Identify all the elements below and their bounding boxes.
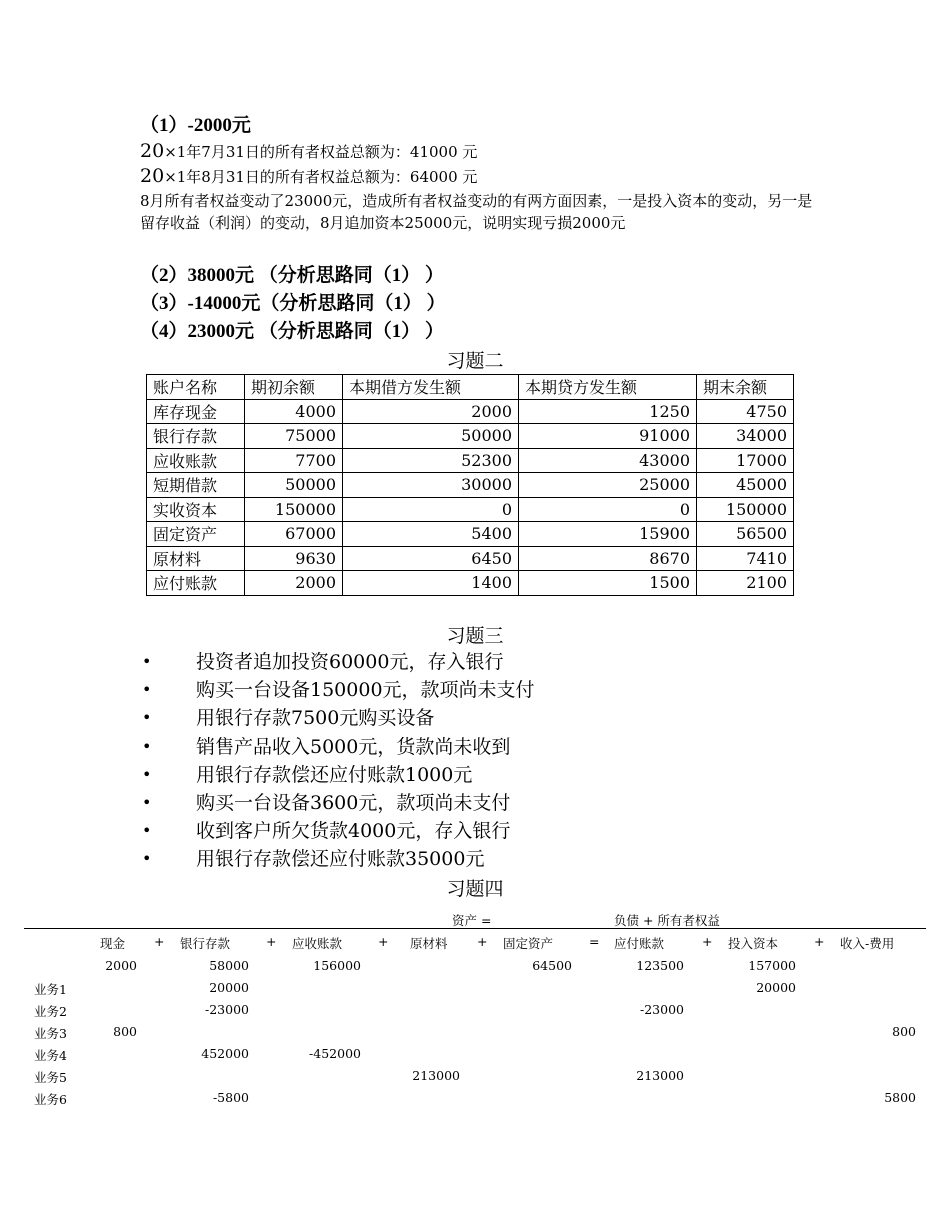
amount-cell: 1400: [343, 571, 519, 596]
table-row: [147, 424, 794, 449]
header-rule: [24, 928, 926, 929]
account-name: 短期借款: [147, 473, 245, 498]
operator-sign: +: [702, 934, 713, 949]
table-row: [147, 473, 794, 498]
column-header: 本期借方发生额: [343, 375, 519, 400]
equation-right: 负债 + 所有者权益: [614, 913, 720, 928]
amount-cell: 67000: [245, 522, 343, 547]
amount-cell: -23000: [205, 1002, 249, 1017]
amount-cell: 20000: [209, 980, 249, 995]
list-item: [140, 817, 535, 845]
amount-cell: 7700: [245, 448, 343, 473]
amount-cell: 9630: [245, 546, 343, 571]
operator-sign: =: [589, 934, 600, 949]
amount-cell: -23000: [640, 1002, 684, 1017]
opening-balance: 157000: [748, 958, 796, 973]
amount-cell: 2100: [697, 571, 794, 596]
answer-1: （1）-2000元: [140, 115, 251, 136]
transaction-list: [140, 648, 535, 874]
transaction-label: 业务4: [34, 1048, 67, 1063]
transaction-label: 业务1: [34, 982, 67, 997]
exercise-3-title: 习题三: [446, 625, 504, 647]
amount-cell: 0: [343, 497, 519, 522]
list-item: [140, 845, 535, 873]
amount-cell: 45000: [697, 473, 794, 498]
bullet-icon: •: [142, 652, 152, 671]
opening-balance: 64500: [532, 958, 572, 973]
amount-cell: 75000: [245, 424, 343, 449]
amount-cell: 43000: [519, 448, 697, 473]
column-header: 应付账款: [614, 936, 665, 951]
account-name: 固定资产: [147, 522, 245, 547]
amount-cell: 150000: [245, 497, 343, 522]
amount-cell: 5800: [884, 1090, 916, 1105]
amount-cell: 800: [113, 1024, 137, 1039]
opening-balance: 2000: [105, 958, 137, 973]
amount-cell: 0: [519, 497, 697, 522]
bullet-icon: •: [142, 736, 152, 756]
bullet-icon: •: [142, 708, 152, 728]
amount-cell: 56500: [697, 522, 794, 547]
column-header: 现金: [100, 936, 126, 951]
column-header: 账户名称: [147, 375, 245, 400]
amount-cell: 17000: [697, 448, 794, 473]
amount-cell: 52300: [343, 448, 519, 473]
transaction-text: 用银行存款7500元购买设备: [196, 707, 435, 730]
table-header-row: [147, 375, 794, 400]
amount-cell: -452000: [309, 1046, 361, 1061]
bullet-icon: •: [142, 680, 152, 700]
amount-cell: 2000: [245, 571, 343, 596]
transaction-text: 购买一台设备150000元，款项尚未支付: [196, 679, 535, 702]
list-item: [140, 733, 535, 761]
operator-sign: +: [477, 934, 488, 949]
column-header: 固定资产: [503, 936, 554, 951]
list-item: [140, 704, 535, 732]
transaction-text: 用银行存款偿还应付账款35000元: [196, 848, 485, 871]
amount-cell: 6450: [343, 546, 519, 571]
amount-cell: 4000: [245, 399, 343, 424]
transaction-text: 购买一台设备3600元，款项尚未支付: [196, 791, 511, 814]
column-header: 原材料: [410, 936, 448, 951]
operator-sign: +: [378, 934, 389, 949]
amount-cell: 34000: [697, 424, 794, 449]
column-header: 期初余额: [245, 375, 343, 400]
operator-sign: +: [814, 934, 825, 949]
amount-cell: 800: [892, 1024, 916, 1039]
amount-cell: 2000: [343, 399, 519, 424]
column-header: 投入资本: [728, 936, 779, 951]
column-header: 期末余额: [697, 375, 794, 400]
table-row: [147, 399, 794, 424]
column-header: 银行存款: [180, 936, 231, 951]
bullet-icon: •: [142, 792, 152, 812]
amount-cell: -5800: [212, 1090, 249, 1105]
transaction-label: 业务6: [34, 1092, 67, 1107]
amount-cell: 213000: [412, 1068, 460, 1083]
transaction-text: 销售产品收入5000元，货款尚未收到: [196, 735, 511, 758]
amount-cell: 8670: [519, 546, 697, 571]
amount-cell: 30000: [343, 473, 519, 498]
table-row: [147, 522, 794, 547]
explanation-paragraph: 8月所有者权益变动了23000元，造成所有者权益变动的有两方面因素，一是投入资本的变动，另一是留存收益（利润）的变动，8月追加资本25000元，说明实现亏损2000元: [140, 192, 813, 232]
amount-cell: 1250: [519, 399, 697, 424]
amount-cell: 1500: [519, 571, 697, 596]
amount-cell: 25000: [519, 473, 697, 498]
transaction-text: 投资者追加投资60000元，存入银行: [196, 651, 504, 673]
amount-cell: 452000: [201, 1046, 249, 1061]
bullet-icon: •: [142, 821, 152, 841]
transaction-label: 业务3: [34, 1026, 67, 1041]
amount-cell: 50000: [343, 424, 519, 449]
operator-sign: +: [266, 934, 277, 949]
equity-august-line: 20×1年8月31日的所有者权益总额为：64000 元: [140, 165, 478, 187]
list-item: [140, 789, 535, 817]
table-row: [147, 571, 794, 596]
amount-cell: 150000: [697, 497, 794, 522]
account-name: 库存现金: [147, 399, 245, 424]
transaction-text: 收到客户所欠货款4000元，存入银行: [196, 820, 511, 843]
answer-2: （2）38000元 （分析思路同（1） ）: [140, 265, 445, 286]
account-name: 银行存款: [147, 424, 245, 449]
amount-cell: 213000: [636, 1068, 684, 1083]
account-name: 实收资本: [147, 497, 245, 522]
list-item: [140, 676, 535, 704]
opening-balance: 123500: [636, 958, 684, 973]
column-header: 本期贷方发生额: [519, 375, 697, 400]
amount-cell: 4750: [697, 399, 794, 424]
list-item: [140, 648, 535, 676]
table-row: [147, 448, 794, 473]
column-header: 收入-费用: [840, 936, 895, 951]
opening-balance: 58000: [209, 958, 249, 973]
amount-cell: 15900: [519, 522, 697, 547]
exercise-4-title: 习题四: [446, 878, 504, 900]
amount-cell: 50000: [245, 473, 343, 498]
account-name: 应收账款: [147, 448, 245, 473]
account-name: 应付账款: [147, 571, 245, 596]
equation-left: 资产 =: [452, 913, 492, 928]
opening-balance: 156000: [313, 958, 361, 973]
exercise-2-title: 习题二: [446, 350, 504, 372]
transaction-label: 业务2: [34, 1004, 67, 1019]
amount-cell: 5400: [343, 522, 519, 547]
account-name: 原材料: [147, 546, 245, 571]
column-header: 应收账款: [292, 936, 343, 951]
transaction-text: 用银行存款偿还应付账款1000元: [196, 763, 473, 786]
transaction-label: 业务5: [34, 1070, 67, 1085]
bullet-icon: •: [142, 849, 152, 869]
amount-cell: 7410: [697, 546, 794, 571]
table-row: [147, 546, 794, 571]
bullet-icon: •: [142, 764, 152, 784]
equity-july-line: 20×1年7月31日的所有者权益总额为：41000 元: [140, 140, 478, 162]
table-row: [147, 497, 794, 522]
ledger-table: [146, 374, 794, 596]
answer-3: （3）-14000元（分析思路同（1） ）: [140, 293, 446, 314]
list-item: [140, 761, 535, 789]
answer-4: （4）23000元 （分析思路同（1） ）: [140, 321, 445, 342]
amount-cell: 20000: [756, 980, 796, 995]
amount-cell: 91000: [519, 424, 697, 449]
operator-sign: +: [154, 934, 165, 949]
